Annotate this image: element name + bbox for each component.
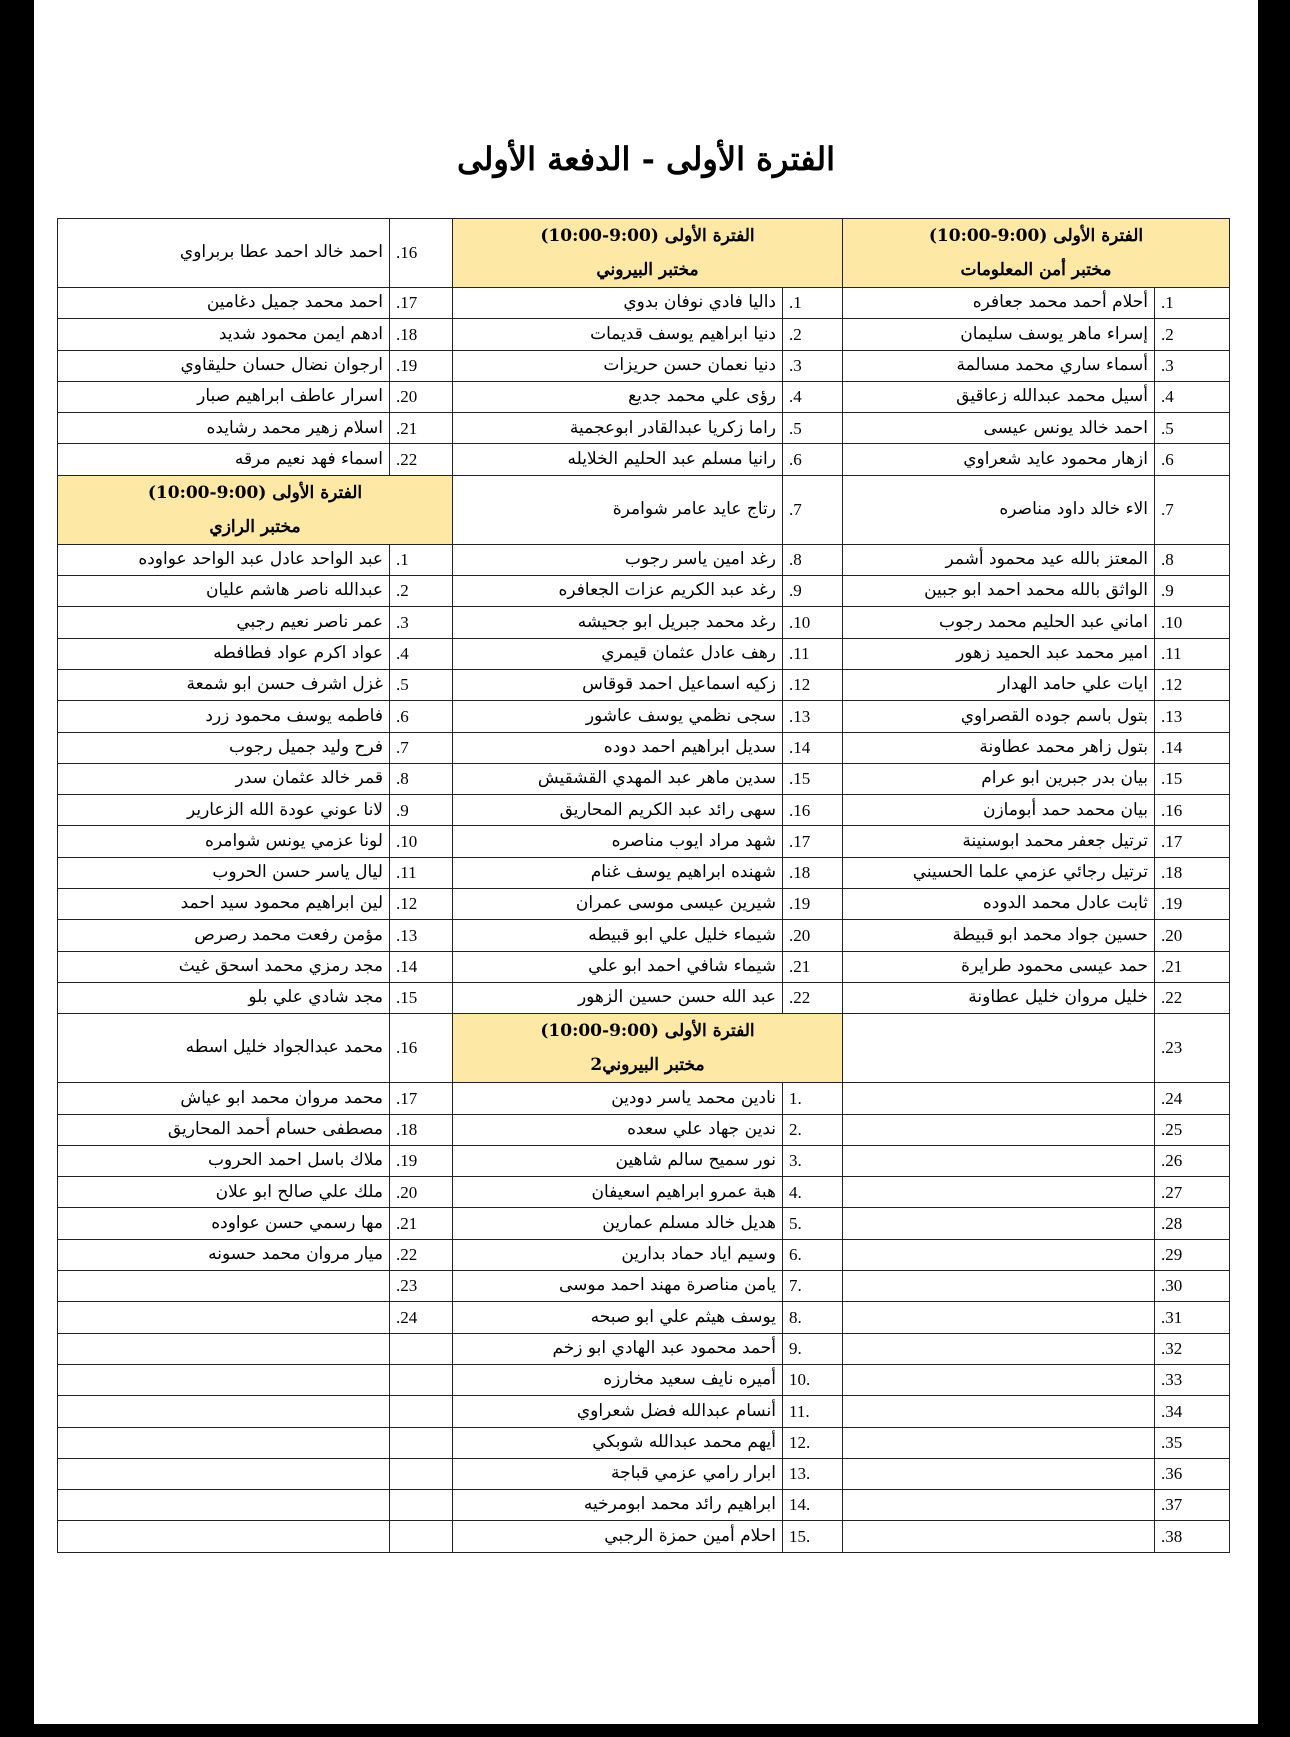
row-number: 21. — [390, 413, 453, 444]
row-number: 15. — [783, 763, 843, 794]
row-number: 16. — [1155, 795, 1230, 826]
student-name: ثابت عادل محمد الدوده — [843, 889, 1155, 920]
row-number: 21. — [390, 1208, 453, 1239]
row-number: 22. — [390, 444, 453, 475]
row-number — [390, 1396, 453, 1427]
student-name — [843, 1271, 1155, 1302]
section-header-lab: مختبر الرازي — [209, 516, 301, 537]
row-number: 36. — [1155, 1458, 1230, 1489]
row-number: 12. — [1155, 669, 1230, 700]
row-number: 5. — [783, 413, 843, 444]
student-name: نور سميح سالم شاهين — [453, 1145, 783, 1176]
row-number: 16. — [390, 1014, 453, 1083]
table-row — [58, 1333, 1230, 1364]
table-row — [58, 319, 1230, 350]
student-name: يوسف هيثم علي ابو صبحه — [453, 1302, 783, 1333]
row-number — [390, 1427, 453, 1458]
table-row — [58, 1396, 1230, 1427]
table-row — [58, 701, 1230, 732]
row-number: 20. — [390, 381, 453, 412]
row-number: 29. — [1155, 1239, 1230, 1270]
row-number: 20. — [783, 920, 843, 951]
student-name — [58, 1490, 390, 1521]
row-number: 12. — [783, 669, 843, 700]
student-name — [58, 1364, 390, 1395]
row-number: .9 — [783, 1333, 843, 1364]
student-name — [843, 1114, 1155, 1145]
row-number: 24. — [1155, 1083, 1230, 1114]
row-number: 2. — [783, 319, 843, 350]
row-number: 3. — [390, 607, 453, 638]
row-number: 21. — [783, 951, 843, 982]
student-name: محمد عبدالجواد خليل اسطه — [58, 1014, 390, 1083]
student-name: اماني عبد الحليم محمد رجوب — [843, 607, 1155, 638]
row-number: 16. — [390, 219, 453, 288]
row-number: 1. — [390, 544, 453, 575]
row-number: 18. — [1155, 857, 1230, 888]
student-name: أحلام أحمد محمد جعافره — [843, 288, 1155, 319]
row-number: 16. — [783, 795, 843, 826]
student-name — [843, 1083, 1155, 1114]
student-name: يامن مناصرة مهند احمد موسى — [453, 1271, 783, 1302]
table-row — [58, 219, 1230, 254]
student-name: ترتيل رجائي عزمي علما الحسيني — [843, 857, 1155, 888]
student-name: بيان بدر جبرين ابو عرام — [843, 763, 1155, 794]
row-number: 32. — [1155, 1333, 1230, 1364]
row-number: 19. — [390, 350, 453, 381]
student-name — [843, 1396, 1155, 1427]
student-name — [843, 1333, 1155, 1364]
student-name: ترتيل جعفر محمد ابوسنينة — [843, 826, 1155, 857]
student-name: احمد محمد جميل دغامين — [58, 288, 390, 319]
table-row — [58, 920, 1230, 951]
student-name: دنيا نعمان حسن حريزات — [453, 350, 783, 381]
row-number: 20. — [390, 1177, 453, 1208]
row-number — [390, 1333, 453, 1364]
section-header-biruni — [453, 219, 843, 288]
row-number: 25. — [1155, 1114, 1230, 1145]
student-name: سهى رائد عبد الكريم المحاريق — [453, 795, 783, 826]
student-name: شيماء خليل علي ابو قبيطه — [453, 920, 783, 951]
student-name: عبدالله ناصر هاشم عليان — [58, 576, 390, 607]
row-number: .7 — [783, 1271, 843, 1302]
student-name: ارجوان نضال حسان حليقاوي — [58, 350, 390, 381]
row-number: 9. — [1155, 576, 1230, 607]
student-name — [58, 1521, 390, 1552]
table-row — [58, 1364, 1230, 1395]
row-number: .2 — [783, 1114, 843, 1145]
student-name: رغد امين ياسر رجوب — [453, 544, 783, 575]
row-number: 14. — [390, 951, 453, 982]
row-number: 13. — [1155, 701, 1230, 732]
table-row — [58, 1521, 1230, 1552]
student-name: فرح وليد جميل رجوب — [58, 732, 390, 763]
row-number: .12 — [783, 1427, 843, 1458]
student-name: أسماء ساري محمد مسالمة — [843, 350, 1155, 381]
row-number: 9. — [783, 576, 843, 607]
row-number: 8. — [783, 544, 843, 575]
table-row — [58, 1239, 1230, 1270]
row-number: 8. — [1155, 544, 1230, 575]
student-name: رؤى علي محمد جديع — [453, 381, 783, 412]
row-number: .1 — [783, 1083, 843, 1114]
student-name: شهنده ابراهيم يوسف غنام — [453, 857, 783, 888]
student-name: نادين محمد ياسر دودين — [453, 1083, 783, 1114]
row-number: 22. — [783, 982, 843, 1013]
table-row — [58, 1177, 1230, 1208]
row-number: 26. — [1155, 1145, 1230, 1176]
table-row — [58, 607, 1230, 638]
student-name — [843, 1239, 1155, 1270]
row-number: 11. — [783, 638, 843, 669]
student-name: لونا عزمي يونس شوامره — [58, 826, 390, 857]
row-number: 15. — [390, 982, 453, 1013]
row-number: .11 — [783, 1396, 843, 1427]
row-number: 30. — [1155, 1271, 1230, 1302]
row-number: 14. — [783, 732, 843, 763]
student-name: رهف عادل عثمان قيمري — [453, 638, 783, 669]
table-row — [58, 763, 1230, 794]
student-name — [58, 1396, 390, 1427]
student-name: احمد خالد يونس عيسى — [843, 413, 1155, 444]
row-number: 23. — [1155, 1014, 1230, 1083]
table-row — [58, 1208, 1230, 1239]
student-name — [58, 1427, 390, 1458]
student-name: راما زكريا عبدالقادر ابوعجمية — [453, 413, 783, 444]
student-name: وسيم اياد حماد بدارين — [453, 1239, 783, 1270]
student-name: أنسام عبدالله فضل شعراوي — [453, 1396, 783, 1427]
table-row — [58, 1490, 1230, 1521]
student-name: ملاك باسل احمد الحروب — [58, 1145, 390, 1176]
document-page — [34, 0, 1258, 1724]
student-name: ميار مروان محمد حسونه — [58, 1239, 390, 1270]
row-number: 17. — [390, 1083, 453, 1114]
student-name: عواد اكرم عواد فطافطه — [58, 638, 390, 669]
row-number: 6. — [390, 701, 453, 732]
section-header-lab: مختبر البيروني — [596, 260, 699, 280]
student-name — [843, 1490, 1155, 1521]
student-name: الاء خالد داود مناصره — [843, 475, 1155, 544]
student-name: ابرار رامي عزمي قباجة — [453, 1458, 783, 1489]
schedule-table — [57, 218, 1230, 1553]
student-name: قمر خالد عثمان سدر — [58, 763, 390, 794]
student-name — [843, 1458, 1155, 1489]
student-name: إسراء ماهر يوسف سليمان — [843, 319, 1155, 350]
student-name: اسلام زهير محمد رشايده — [58, 413, 390, 444]
row-number: 38. — [1155, 1521, 1230, 1552]
student-name: لانا عوني عودة الله الزعارير — [58, 795, 390, 826]
row-number: 17. — [390, 288, 453, 319]
row-number: 17. — [1155, 826, 1230, 857]
table-row — [58, 1271, 1230, 1302]
row-number: 3. — [783, 350, 843, 381]
row-number: .14 — [783, 1490, 843, 1521]
table-row — [58, 1145, 1230, 1176]
row-number: 13. — [783, 701, 843, 732]
student-name: رغد محمد جبريل ابو جحيشه — [453, 607, 783, 638]
student-name: بتول باسم جوده القصراوي — [843, 701, 1155, 732]
table-row — [58, 732, 1230, 763]
student-name: زكيه اسماعيل احمد قوقاس — [453, 669, 783, 700]
row-number: 35. — [1155, 1427, 1230, 1458]
table-row — [58, 1114, 1230, 1145]
student-name: عمر ناصر نعيم رجبي — [58, 607, 390, 638]
student-name: عبد الواحد عادل عبد الواحد عواوده — [58, 544, 390, 575]
section-header-razi — [58, 475, 453, 544]
row-number: 24. — [390, 1302, 453, 1333]
row-number: 1. — [1155, 288, 1230, 319]
section-header-amn — [843, 219, 1230, 288]
row-number: .3 — [783, 1145, 843, 1176]
row-number: 7. — [390, 732, 453, 763]
student-name: امير محمد عبد الحميد زهور — [843, 638, 1155, 669]
student-name: عبد الله حسن حسين الزهور — [453, 982, 783, 1013]
table-row — [58, 288, 1230, 319]
table-row — [58, 1083, 1230, 1114]
section-header-period: الفترة الأولى (9:00-10:00) — [928, 226, 1144, 246]
table-row — [58, 444, 1230, 475]
student-name: احمد خالد احمد عطا بربراوي — [58, 219, 390, 288]
student-name — [843, 1302, 1155, 1333]
section-header-lab: مختبر البيروني2 — [590, 1055, 705, 1076]
row-number: .10 — [783, 1364, 843, 1395]
student-name: ابراهيم رائد محمد ابومرخيه — [453, 1490, 783, 1521]
table-row — [58, 381, 1230, 412]
row-number: 34. — [1155, 1396, 1230, 1427]
table-row — [58, 1427, 1230, 1458]
student-name — [843, 1521, 1155, 1552]
row-number — [390, 1458, 453, 1489]
row-number: 19. — [1155, 889, 1230, 920]
row-number: 2. — [1155, 319, 1230, 350]
row-number: 6. — [783, 444, 843, 475]
row-number: 18. — [390, 1114, 453, 1145]
row-number: 19. — [390, 1145, 453, 1176]
student-name: اسرار عاطف ابراهيم صبار — [58, 381, 390, 412]
table-row — [58, 857, 1230, 888]
row-number: 5. — [390, 669, 453, 700]
row-number: 13. — [390, 920, 453, 951]
table-row — [58, 669, 1230, 700]
student-name: ايات علي حامد الهدار — [843, 669, 1155, 700]
table-row — [58, 544, 1230, 575]
table-row — [58, 475, 1230, 510]
section-header-period: الفترة الأولى (9:00-10:00) — [147, 482, 363, 503]
table-row — [58, 1014, 1230, 1049]
row-number: 10. — [783, 607, 843, 638]
row-number: 21. — [1155, 951, 1230, 982]
student-name — [58, 1458, 390, 1489]
row-number: 31. — [1155, 1302, 1230, 1333]
student-name: احلام أمين حمزة الرجبي — [453, 1521, 783, 1552]
student-name — [58, 1333, 390, 1364]
table-row — [58, 826, 1230, 857]
section-header-biruni2 — [453, 1014, 843, 1083]
row-number: 9. — [390, 795, 453, 826]
row-number: .6 — [783, 1239, 843, 1270]
row-number: 3. — [1155, 350, 1230, 381]
student-name: فاطمه يوسف محمود زرد — [58, 701, 390, 732]
row-number: 4. — [390, 638, 453, 669]
student-name: مصطفى حسام أحمد المحاريق — [58, 1114, 390, 1145]
table-row — [58, 576, 1230, 607]
student-name: أيهم محمد عبدالله شوبكي — [453, 1427, 783, 1458]
table-row — [58, 1458, 1230, 1489]
student-name: خليل مروان خليل عطاونة — [843, 982, 1155, 1013]
student-name: مها رسمي حسن عواوده — [58, 1208, 390, 1239]
row-number: 18. — [390, 319, 453, 350]
student-name — [843, 1427, 1155, 1458]
page-title: الفترة الأولى - الدفعة الأولى — [456, 140, 836, 178]
student-name: اسماء فهد نعيم مرقه — [58, 444, 390, 475]
student-name: سجى نظمي يوسف عاشور — [453, 701, 783, 732]
student-name — [58, 1271, 390, 1302]
student-name: بيان محمد حمد أبومازن — [843, 795, 1155, 826]
student-name: سدين ماهر عبد المهدي القشقيش — [453, 763, 783, 794]
student-name: ادهم ايمن محمود شديد — [58, 319, 390, 350]
student-name: شهد مراد ايوب مناصره — [453, 826, 783, 857]
row-number: 10. — [1155, 607, 1230, 638]
student-name: المعتز بالله عيد محمود أشمر — [843, 544, 1155, 575]
row-number: .5 — [783, 1208, 843, 1239]
student-name: سديل ابراهيم احمد دوده — [453, 732, 783, 763]
row-number: 15. — [1155, 763, 1230, 794]
table-row — [58, 638, 1230, 669]
table-row — [58, 350, 1230, 381]
section-header-period: الفترة الأولى (9:00-10:00) — [540, 226, 755, 246]
student-name: هديل خالد مسلم عمارين — [453, 1208, 783, 1239]
row-number: 1. — [783, 288, 843, 319]
student-name: رتاج عايد عامر شوامرة — [453, 475, 783, 544]
student-name: أسيل محمد عبدالله زعاقيق — [843, 381, 1155, 412]
row-number: 17. — [783, 826, 843, 857]
row-number: 12. — [390, 889, 453, 920]
student-name: داليا فادي نوفان بدوي — [453, 288, 783, 319]
student-name: أميره نايف سعيد مخارزه — [453, 1364, 783, 1395]
student-name: دنيا ابراهيم يوسف قديمات — [453, 319, 783, 350]
row-number: 18. — [783, 857, 843, 888]
row-number — [390, 1364, 453, 1395]
row-number: 6. — [1155, 444, 1230, 475]
row-number: 11. — [1155, 638, 1230, 669]
row-number: .4 — [783, 1177, 843, 1208]
row-number: 23. — [390, 1271, 453, 1302]
row-number: 37. — [1155, 1490, 1230, 1521]
table-row — [58, 951, 1230, 982]
table-row — [58, 982, 1230, 1013]
student-name: شيرين عيسى موسى عمران — [453, 889, 783, 920]
row-number: 10. — [390, 826, 453, 857]
row-number: 8. — [390, 763, 453, 794]
table-row — [58, 413, 1230, 444]
row-number: 5. — [1155, 413, 1230, 444]
student-name: شيماء شافي احمد ابو علي — [453, 951, 783, 982]
student-name — [843, 1364, 1155, 1395]
row-number: .8 — [783, 1302, 843, 1333]
section-header-lab: مختبر أمن المعلومات — [960, 260, 1112, 280]
row-number: 22. — [1155, 982, 1230, 1013]
row-number: 7. — [783, 475, 843, 544]
student-name — [843, 1014, 1155, 1083]
row-number: 19. — [783, 889, 843, 920]
row-number: 33. — [1155, 1364, 1230, 1395]
row-number — [390, 1490, 453, 1521]
student-name: مجد شادي علي بلو — [58, 982, 390, 1013]
student-name: مؤمن رفعت محمد رصرص — [58, 920, 390, 951]
student-name: رانيا مسلم عبد الحليم الخلايله — [453, 444, 783, 475]
student-name: حمد عيسى محمود طرايرة — [843, 951, 1155, 982]
student-name — [843, 1177, 1155, 1208]
row-number: 4. — [1155, 381, 1230, 412]
student-name: غزل اشرف حسن ابو شمعة — [58, 669, 390, 700]
student-name: رغد عبد الكريم عزات الجعافره — [453, 576, 783, 607]
table-row — [58, 1302, 1230, 1333]
student-name — [58, 1302, 390, 1333]
student-name — [843, 1145, 1155, 1176]
row-number: .13 — [783, 1458, 843, 1489]
student-name: ملك علي صالح ابو علان — [58, 1177, 390, 1208]
student-name: هبة عمرو ابراهيم اسعيفان — [453, 1177, 783, 1208]
student-name: ندين جهاد علي سعده — [453, 1114, 783, 1145]
student-name: بتول زاهر محمد عطاونة — [843, 732, 1155, 763]
student-name — [843, 1208, 1155, 1239]
row-number: 2. — [390, 576, 453, 607]
student-name: أحمد محمود عبد الهادي ابو زخم — [453, 1333, 783, 1364]
row-number: 7. — [1155, 475, 1230, 544]
table-row — [58, 889, 1230, 920]
row-number: 20. — [1155, 920, 1230, 951]
row-number: 28. — [1155, 1208, 1230, 1239]
row-number: 14. — [1155, 732, 1230, 763]
student-name: لين ابراهيم محمود سيد احمد — [58, 889, 390, 920]
section-header-period: الفترة الأولى (9:00-10:00) — [540, 1021, 755, 1042]
student-name: الواثق بالله محمد احمد ابو جبين — [843, 576, 1155, 607]
student-name: مجد رمزي محمد اسحق غيث — [58, 951, 390, 982]
student-name: حسين جواد محمد ابو قبيطة — [843, 920, 1155, 951]
row-number — [390, 1521, 453, 1552]
student-name: ازهار محمود عايد شعراوي — [843, 444, 1155, 475]
table-row — [58, 795, 1230, 826]
row-number: 11. — [390, 857, 453, 888]
row-number: .15 — [783, 1521, 843, 1552]
row-number: 4. — [783, 381, 843, 412]
row-number: 27. — [1155, 1177, 1230, 1208]
student-name: ليال ياسر حسن الحروب — [58, 857, 390, 888]
student-name: محمد مروان محمد ابو عياش — [58, 1083, 390, 1114]
row-number: 22. — [390, 1239, 453, 1270]
